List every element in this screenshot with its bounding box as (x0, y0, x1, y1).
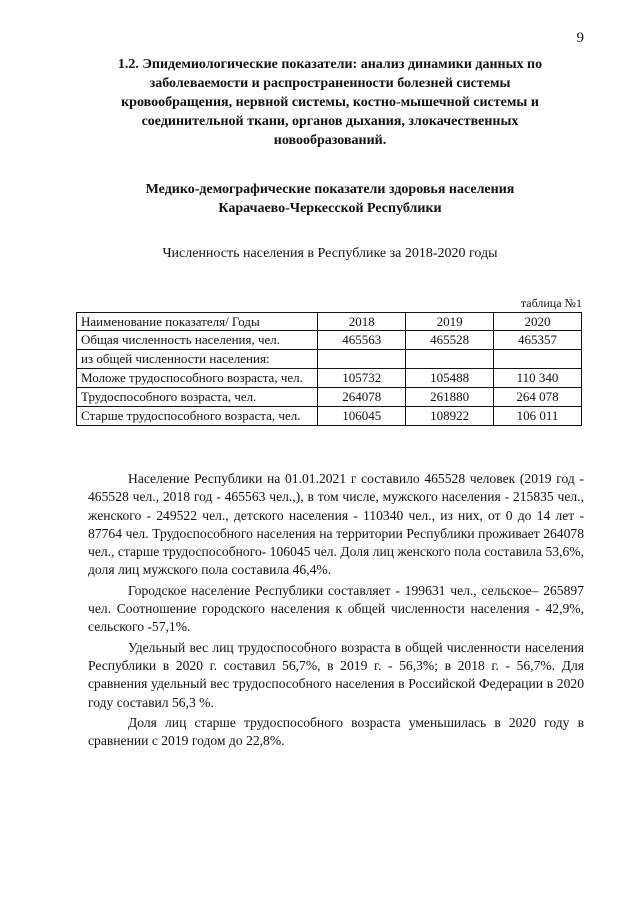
header-cell: Наименование показателя/ Годы (77, 313, 318, 331)
table-header-row (77, 313, 582, 331)
table-cell: Трудоспособного возраста, чел. (77, 388, 318, 407)
heading-line: соединительной ткани, органов дыхания, злокачественных (141, 114, 519, 129)
table-cell: 465357 (494, 331, 582, 350)
section-heading (90, 55, 570, 150)
header-cell: 2020 (494, 313, 582, 331)
table-cell: 465563 (318, 331, 406, 350)
table-cell: 105732 (318, 369, 406, 388)
heading-line: новообразований. (273, 133, 387, 148)
table-cell: 264078 (318, 388, 406, 407)
table-cell: Моложе трудоспособного возраста, чел. (77, 369, 318, 388)
table-cell: 108922 (406, 407, 494, 426)
page-number: 9 (576, 30, 584, 46)
table-cell: 110 340 (494, 369, 582, 388)
table-cell (318, 350, 406, 369)
subheading-line: Карачаево-Черкесской Республики (218, 201, 442, 216)
subheading-line: Медико-демографические показатели здоровья населения (145, 182, 515, 197)
table-cell: 105488 (406, 369, 494, 388)
table-row (77, 369, 582, 388)
paragraph: Удельный вес лиц трудоспособного возраста в общей численности населения Республики в 2020 г. составил 56,7%, в 2019 г. - 56,3%; в 2018 г. - 56,7%. Для сравнения удельный вес трудоспособного населения в Российской Федерации в 2020 году составил 56,3 %. (88, 639, 584, 710)
paragraph: Городское население Республики составляет - 199631 чел., сельское– 265897 чел. Соотношение городского населения к общей численности населения - 42,9%, сельского -57,1%. (88, 582, 584, 635)
table-cell: из общей численности населения: (77, 350, 318, 369)
table-title: Численность населения в Республике за 2018-2020 годы (162, 246, 498, 261)
table-cell: Общая численность населения, чел. (77, 331, 318, 350)
paragraph: Доля лиц старше трудоспособного возраста уменьшилась в 2020 году в сравнении с 2019 годом до 22,8%. (88, 714, 584, 749)
body-text (88, 470, 584, 752)
table-row (77, 350, 582, 369)
table-cell (406, 350, 494, 369)
table-cell: 264 078 (494, 388, 582, 407)
table-row (77, 331, 582, 350)
table-row (77, 388, 582, 407)
table-cell: 261880 (406, 388, 494, 407)
table-number: таблица №1 (520, 296, 582, 310)
table-cell (494, 350, 582, 369)
heading-line: заболеваемости и распространенности болезней системы (149, 76, 511, 91)
paragraph: Население Республики на 01.01.2021 г составило 465528 человек (2019 год - 465528 чел., 2018 год - 465563 чел.,), в том числе, мужского населения - 215835 чел., женского - 249522 чел., детского населения - 110340 чел., из них, от 0 до 14 лет - 87764 чел. Трудоспособного населения на территории Республики проживает 264078 чел., старше трудоспособного- 106045 чел. Доля лиц женского пола составила 53,6%, доля лиц мужского пола составила 46,4%. (88, 471, 584, 578)
header-cell: 2018 (318, 313, 406, 331)
population-table (76, 312, 582, 426)
table-cell: 106045 (318, 407, 406, 426)
table-cell: Старше трудоспособного возраста, чел. (77, 407, 318, 426)
heading-line: кровообращения, нервной системы, костно-мышечной системы и (121, 95, 539, 110)
table-row (77, 407, 582, 426)
table-cell: 106 011 (494, 407, 582, 426)
subsection-heading (90, 180, 570, 218)
heading-line: 1.2. Эпидемиологические показатели: анализ динамики данных по (117, 57, 543, 72)
header-cell: 2019 (406, 313, 494, 331)
table-cell: 465528 (406, 331, 494, 350)
